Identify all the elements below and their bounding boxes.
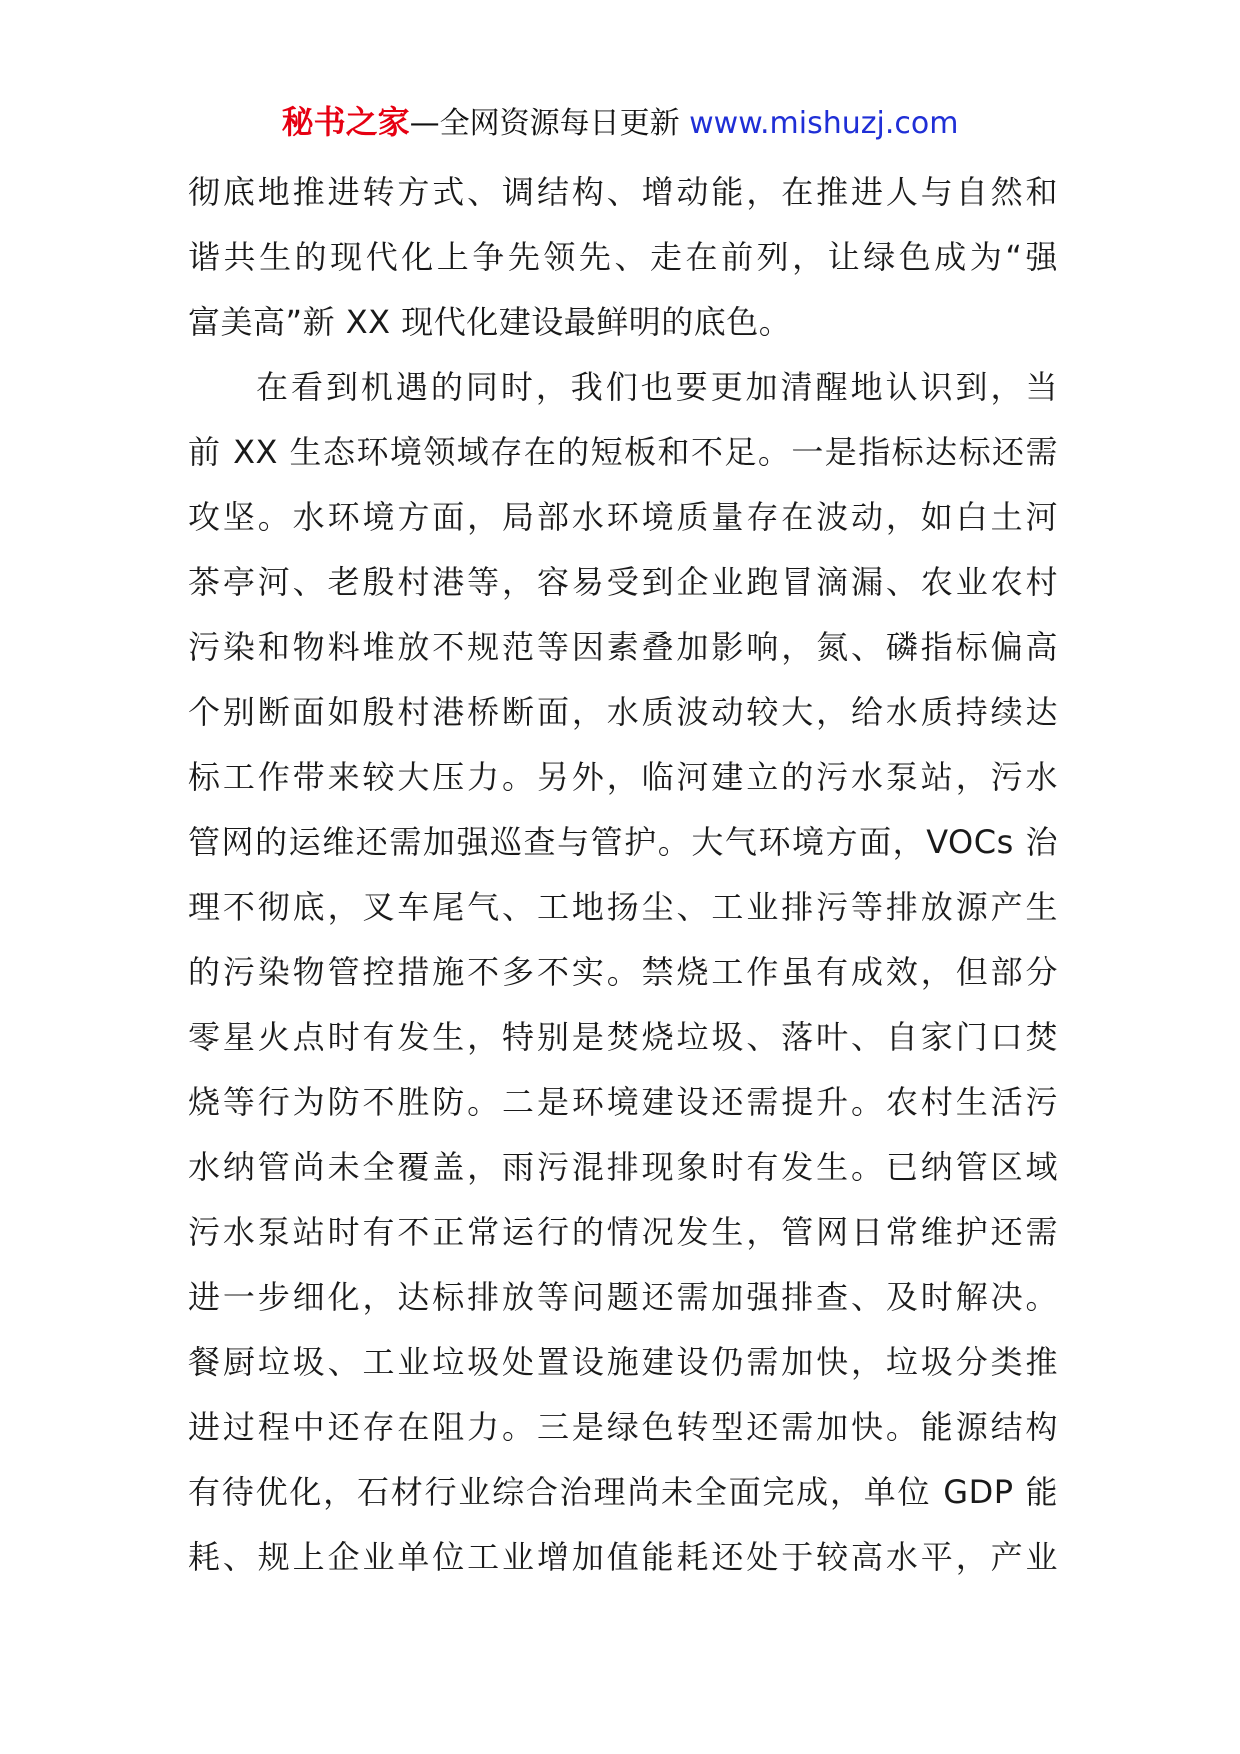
text-line: 有待优化，石材行业综合治理尚未全面完成，单位 GDP 能 — [188, 1473, 1058, 1511]
text-line: 烧等行为防不胜防。二是环境建设还需提升。农村生活污 — [188, 1083, 1058, 1121]
text-line: 茶亭河、老殷村港等，容易受到企业跑冒滴漏、农业农村 — [188, 563, 1058, 601]
site-url-link[interactable]: www.mishuzj.com — [689, 106, 959, 141]
text-line: 理不彻底，叉车尾气、工地扬尘、工业排污等排放源产生 — [188, 888, 1058, 926]
text-line: 攻坚。水环境方面，局部水环境质量存在波动，如白土河 — [188, 498, 1058, 536]
text-line: 前 XX 生态环境领域存在的短板和不足。一是指标达标还需 — [188, 433, 1058, 471]
text-line: 管网的运维还需加强巡查与管护。大气环境方面，VOCs 治 — [188, 823, 1058, 861]
text-line: 污染和物料堆放不规范等因素叠加影响，氮、磷指标偏高 — [188, 628, 1058, 666]
header-tagline: —全网资源每日更新 — [409, 106, 690, 141]
text-line: 标工作带来较大压力。另外，临河建立的污水泵站，污水 — [188, 758, 1058, 796]
text-line: 彻底地推进转方式、调结构、增动能，在推进人与自然和 — [188, 173, 1058, 211]
text-line: 水纳管尚未全覆盖，雨污混排现象时有发生。已纳管区域 — [188, 1148, 1058, 1186]
brand-name: 秘书之家 — [281, 103, 410, 141]
text-line: 进一步细化，达标排放等问题还需加强排查、及时解决。 — [188, 1278, 1058, 1316]
text-line: 富美高”新 XX 现代化建设最鲜明的底色。 — [188, 303, 792, 341]
text-line: 谐共生的现代化上争先领先、走在前列，让绿色成为“强 — [188, 238, 1058, 276]
text-line: 污水泵站时有不正常运行的情况发生，管网日常维护还需 — [188, 1213, 1058, 1251]
paragraph-first-line: 在看到机遇的同时，我们也要更加清醒地认识到，当 — [256, 368, 1058, 406]
document-body — [188, 160, 1058, 1590]
text-line: 进过程中还存在阻力。三是绿色转型还需加快。能源结构 — [188, 1408, 1058, 1446]
text-line: 餐厨垃圾、工业垃圾处置设施建设仍需加快，垃圾分类推 — [188, 1343, 1058, 1381]
text-line: 零星火点时有发生，特别是焚烧垃圾、落叶、自家门口焚 — [188, 1018, 1058, 1056]
text-line: 的污染物管控措施不多不实。禁烧工作虽有成效，但部分 — [188, 953, 1058, 991]
page-header — [0, 102, 1240, 144]
text-line: 个别断面如殷村港桥断面，水质波动较大，给水质持续达 — [188, 693, 1058, 731]
text-line: 耗、规上企业单位工业增加值能耗还处于较高水平，产业 — [188, 1538, 1058, 1576]
